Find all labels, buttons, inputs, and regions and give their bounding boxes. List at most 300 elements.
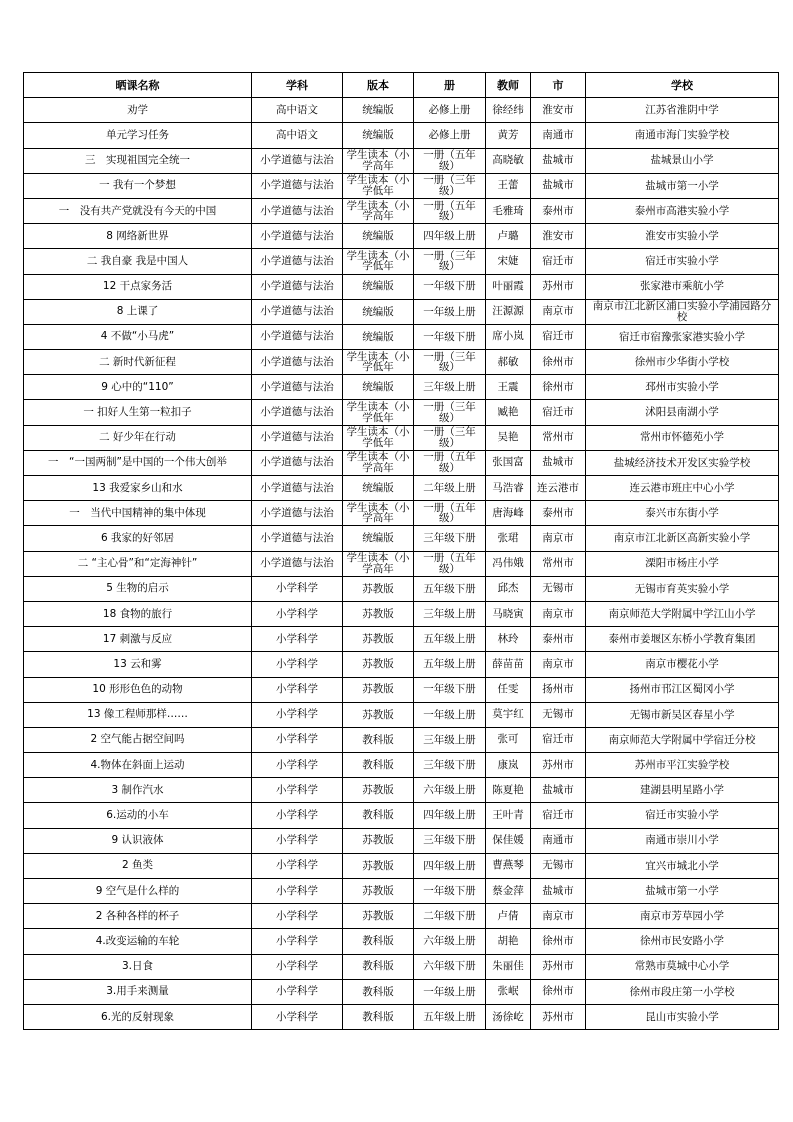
school-cell: 无锡市新吴区春星小学: [586, 702, 779, 727]
school-cell: 南京师范大学附属中学江山小学: [586, 601, 779, 626]
subject-cell: 小学道德与法治: [252, 375, 343, 400]
school-cell: 南京市江北新区浦口实验小学浦园路分校: [586, 299, 779, 324]
header-subject: 学科: [252, 73, 343, 98]
table-header-row: [24, 73, 779, 98]
course-name-cell: 一 没有共产党就没有今天的中国: [24, 198, 252, 223]
subject-cell: 小学科学: [252, 1004, 343, 1029]
edition-cell: 苏教版: [343, 828, 414, 853]
subject-cell: 小学道德与法治: [252, 224, 343, 249]
table-row: [24, 425, 779, 450]
volume-cell: 三年级下册: [414, 526, 486, 551]
volume-cell: 一年级上册: [414, 299, 486, 324]
school-cell: 连云港市班庄中心小学: [586, 476, 779, 501]
edition-cell: 统编版: [343, 299, 414, 324]
table-row: [24, 198, 779, 223]
teacher-cell: 高晓敏: [486, 148, 531, 173]
subject-cell: 小学科学: [252, 677, 343, 702]
teacher-cell: 张可: [486, 727, 531, 752]
edition-cell: 教科版: [343, 727, 414, 752]
teacher-cell: 任雯: [486, 677, 531, 702]
school-cell: 泰州市姜堰区东桥小学教育集团: [586, 627, 779, 652]
city-cell: 连云港市: [531, 476, 586, 501]
volume-cell: 一年级上册: [414, 979, 486, 1004]
subject-cell: 小学科学: [252, 979, 343, 1004]
table-row: [24, 702, 779, 727]
city-cell: 南通市: [531, 828, 586, 853]
volume-cell: 三年级上册: [414, 727, 486, 752]
school-cell: 宿迁市实验小学: [586, 803, 779, 828]
course-name-cell: 17 刺激与反应: [24, 627, 252, 652]
course-name-cell: 一 我有一个梦想: [24, 173, 252, 198]
city-cell: 盐城市: [531, 148, 586, 173]
school-cell: 泰州市高港实验小学: [586, 198, 779, 223]
table-row: [24, 123, 779, 148]
edition-cell: 统编版: [343, 98, 414, 123]
table-row: [24, 274, 779, 299]
teacher-cell: 黄芳: [486, 123, 531, 148]
course-name-cell: 二 我自豪 我是中国人: [24, 249, 252, 274]
volume-cell: 五年级上册: [414, 652, 486, 677]
subject-cell: 小学道德与法治: [252, 249, 343, 274]
table-row: [24, 249, 779, 274]
subject-cell: 小学科学: [252, 904, 343, 929]
city-cell: 扬州市: [531, 677, 586, 702]
volume-cell: 一册（五年级）: [414, 501, 486, 526]
city-cell: 淮安市: [531, 98, 586, 123]
table-row: [24, 954, 779, 979]
course-name-cell: 18 食物的旅行: [24, 601, 252, 626]
school-cell: 江苏省淮阴中学: [586, 98, 779, 123]
city-cell: 宿迁市: [531, 324, 586, 349]
table-row: [24, 677, 779, 702]
edition-cell: 教科版: [343, 979, 414, 1004]
table-row: [24, 350, 779, 375]
table-row: [24, 979, 779, 1004]
volume-cell: 四年级上册: [414, 224, 486, 249]
city-cell: 南京市: [531, 652, 586, 677]
document-page: [23, 72, 778, 1030]
edition-cell: 统编版: [343, 324, 414, 349]
school-cell: 苏州市平江实验学校: [586, 753, 779, 778]
teacher-cell: 叶丽霞: [486, 274, 531, 299]
teacher-cell: 宋婕: [486, 249, 531, 274]
edition-cell: 苏教版: [343, 702, 414, 727]
header-city: 市: [531, 73, 586, 98]
table-row: [24, 803, 779, 828]
edition-cell: 统编版: [343, 123, 414, 148]
teacher-cell: 唐海峰: [486, 501, 531, 526]
school-cell: 盐城市第一小学: [586, 879, 779, 904]
city-cell: 徐州市: [531, 375, 586, 400]
table-row: [24, 450, 779, 475]
school-cell: 盐城市第一小学: [586, 173, 779, 198]
edition-cell: 苏教版: [343, 652, 414, 677]
volume-cell: 三年级下册: [414, 753, 486, 778]
volume-cell: 一册（五年级）: [414, 148, 486, 173]
edition-cell: 学生读本（小学高年: [343, 551, 414, 576]
course-name-cell: 一 当代中国精神的集中体现: [24, 501, 252, 526]
table-row: [24, 727, 779, 752]
subject-cell: 高中语文: [252, 98, 343, 123]
teacher-cell: 冯伟娥: [486, 551, 531, 576]
city-cell: 南通市: [531, 123, 586, 148]
edition-cell: 教科版: [343, 954, 414, 979]
city-cell: 南京市: [531, 526, 586, 551]
subject-cell: 小学道德与法治: [252, 425, 343, 450]
school-cell: 昆山市实验小学: [586, 1004, 779, 1029]
city-cell: 盐城市: [531, 450, 586, 475]
city-cell: 南京市: [531, 904, 586, 929]
school-cell: 泰兴市东街小学: [586, 501, 779, 526]
volume-cell: 四年级上册: [414, 803, 486, 828]
course-name-cell: 8 上课了: [24, 299, 252, 324]
course-name-cell: 6.光的反射现象: [24, 1004, 252, 1029]
table-row: [24, 98, 779, 123]
edition-cell: 苏教版: [343, 627, 414, 652]
city-cell: 淮安市: [531, 224, 586, 249]
table-row: [24, 551, 779, 576]
teacher-cell: 张岷: [486, 979, 531, 1004]
city-cell: 苏州市: [531, 753, 586, 778]
teacher-cell: 汪源源: [486, 299, 531, 324]
course-table: [23, 72, 779, 1030]
school-cell: 徐州市段庄第一小学校: [586, 979, 779, 1004]
school-cell: 南京师范大学附属中学宿迁分校: [586, 727, 779, 752]
city-cell: 盐城市: [531, 879, 586, 904]
header-edition: 版本: [343, 73, 414, 98]
course-name-cell: 二 好少年在行动: [24, 425, 252, 450]
city-cell: 徐州市: [531, 929, 586, 954]
subject-cell: 小学科学: [252, 879, 343, 904]
school-cell: 沭阳县南湖小学: [586, 400, 779, 425]
course-name-cell: 8 网络新世界: [24, 224, 252, 249]
course-name-cell: 3.日食: [24, 954, 252, 979]
edition-cell: 学生读本（小学低年: [343, 173, 414, 198]
city-cell: 徐州市: [531, 350, 586, 375]
school-cell: 南通市崇川小学: [586, 828, 779, 853]
edition-cell: 教科版: [343, 753, 414, 778]
subject-cell: 小学道德与法治: [252, 476, 343, 501]
city-cell: 无锡市: [531, 576, 586, 601]
table-row: [24, 627, 779, 652]
edition-cell: 苏教版: [343, 778, 414, 803]
table-row: [24, 324, 779, 349]
subject-cell: 小学道德与法治: [252, 501, 343, 526]
volume-cell: 一册（三年级）: [414, 425, 486, 450]
table-row: [24, 1004, 779, 1029]
teacher-cell: 王叶青: [486, 803, 531, 828]
teacher-cell: 莫宇红: [486, 702, 531, 727]
course-name-cell: 二 “主心骨”和“定海神针”: [24, 551, 252, 576]
volume-cell: 必修上册: [414, 98, 486, 123]
course-name-cell: 6 我家的好邻居: [24, 526, 252, 551]
edition-cell: 教科版: [343, 929, 414, 954]
edition-cell: 苏教版: [343, 879, 414, 904]
edition-cell: 统编版: [343, 224, 414, 249]
school-cell: 徐州市民安路小学: [586, 929, 779, 954]
teacher-cell: 朱丽佳: [486, 954, 531, 979]
course-name-cell: 一 “一国两制”是中国的一个伟大创举: [24, 450, 252, 475]
edition-cell: 学生读本（小学低年: [343, 400, 414, 425]
course-name-cell: 13 我爱家乡山和水: [24, 476, 252, 501]
subject-cell: 小学科学: [252, 778, 343, 803]
subject-cell: 小学道德与法治: [252, 148, 343, 173]
volume-cell: 六年级上册: [414, 778, 486, 803]
subject-cell: 小学科学: [252, 828, 343, 853]
subject-cell: 小学道德与法治: [252, 526, 343, 551]
subject-cell: 小学科学: [252, 702, 343, 727]
course-name-cell: 3.用手来测量: [24, 979, 252, 1004]
course-name-cell: 13 像工程师那样……: [24, 702, 252, 727]
table-row: [24, 576, 779, 601]
course-name-cell: 4.改变运输的车轮: [24, 929, 252, 954]
header-course-name: 晒课名称: [24, 73, 252, 98]
teacher-cell: 张珺: [486, 526, 531, 551]
volume-cell: 一年级下册: [414, 274, 486, 299]
edition-cell: 统编版: [343, 274, 414, 299]
volume-cell: 五年级上册: [414, 1004, 486, 1029]
subject-cell: 小学科学: [252, 803, 343, 828]
course-name-cell: 10 形形色色的动物: [24, 677, 252, 702]
table-row: [24, 224, 779, 249]
teacher-cell: 陈夏艳: [486, 778, 531, 803]
edition-cell: 学生读本（小学高年: [343, 450, 414, 475]
volume-cell: 一册（五年级）: [414, 551, 486, 576]
course-name-cell: 3 制作汽水: [24, 778, 252, 803]
course-name-cell: 12 干点家务活: [24, 274, 252, 299]
table-row: [24, 753, 779, 778]
city-cell: 泰州市: [531, 627, 586, 652]
table-row: [24, 652, 779, 677]
city-cell: 宿迁市: [531, 249, 586, 274]
volume-cell: 必修上册: [414, 123, 486, 148]
teacher-cell: 臧艳: [486, 400, 531, 425]
course-name-cell: 13 云和雾: [24, 652, 252, 677]
table-row: [24, 929, 779, 954]
teacher-cell: 马晓寅: [486, 601, 531, 626]
volume-cell: 一年级下册: [414, 879, 486, 904]
volume-cell: 一册（三年级）: [414, 400, 486, 425]
table-row: [24, 148, 779, 173]
school-cell: 南通市海门实验学校: [586, 123, 779, 148]
table-row: [24, 904, 779, 929]
city-cell: 宿迁市: [531, 803, 586, 828]
school-cell: 扬州市邗江区蜀冈小学: [586, 677, 779, 702]
volume-cell: 一册（五年级）: [414, 450, 486, 475]
teacher-cell: 徐经纬: [486, 98, 531, 123]
edition-cell: 苏教版: [343, 677, 414, 702]
subject-cell: 小学科学: [252, 954, 343, 979]
subject-cell: 小学道德与法治: [252, 551, 343, 576]
city-cell: 宿迁市: [531, 727, 586, 752]
volume-cell: 一年级下册: [414, 677, 486, 702]
teacher-cell: 卢倩: [486, 904, 531, 929]
city-cell: 无锡市: [531, 853, 586, 878]
school-cell: 常熟市莫城中心小学: [586, 954, 779, 979]
volume-cell: 三年级上册: [414, 375, 486, 400]
table-row: [24, 853, 779, 878]
table-body: [24, 98, 779, 1030]
city-cell: 盐城市: [531, 778, 586, 803]
school-cell: 盐城景山小学: [586, 148, 779, 173]
subject-cell: 小学道德与法治: [252, 350, 343, 375]
subject-cell: 小学科学: [252, 576, 343, 601]
city-cell: 常州市: [531, 425, 586, 450]
volume-cell: 五年级上册: [414, 627, 486, 652]
teacher-cell: 蔡金萍: [486, 879, 531, 904]
school-cell: 盐城经济技术开发区实验学校: [586, 450, 779, 475]
volume-cell: 二年级上册: [414, 476, 486, 501]
teacher-cell: 席小岚: [486, 324, 531, 349]
subject-cell: 小学科学: [252, 627, 343, 652]
school-cell: 宜兴市城北小学: [586, 853, 779, 878]
table-row: [24, 526, 779, 551]
volume-cell: 三年级上册: [414, 601, 486, 626]
volume-cell: 三年级下册: [414, 828, 486, 853]
subject-cell: 小学道德与法治: [252, 173, 343, 198]
school-cell: 南京市芳草园小学: [586, 904, 779, 929]
subject-cell: 小学科学: [252, 853, 343, 878]
edition-cell: 教科版: [343, 1004, 414, 1029]
course-name-cell: 2 空气能占据空间吗: [24, 727, 252, 752]
city-cell: 常州市: [531, 551, 586, 576]
edition-cell: 统编版: [343, 476, 414, 501]
teacher-cell: 保佳媛: [486, 828, 531, 853]
edition-cell: 苏教版: [343, 853, 414, 878]
course-name-cell: 三 实现祖国完全统一: [24, 148, 252, 173]
teacher-cell: 郝敏: [486, 350, 531, 375]
city-cell: 苏州市: [531, 954, 586, 979]
school-cell: 宿迁市实验小学: [586, 249, 779, 274]
teacher-cell: 林玲: [486, 627, 531, 652]
course-name-cell: 4 不做“小马虎”: [24, 324, 252, 349]
course-name-cell: 4.物体在斜面上运动: [24, 753, 252, 778]
school-cell: 南京市樱花小学: [586, 652, 779, 677]
course-name-cell: 2 各种各样的杯子: [24, 904, 252, 929]
school-cell: 宿迁市宿豫张家港实验小学: [586, 324, 779, 349]
school-cell: 南京市江北新区高新实验小学: [586, 526, 779, 551]
edition-cell: 学生读本（小学低年: [343, 350, 414, 375]
city-cell: 泰州市: [531, 501, 586, 526]
subject-cell: 小学科学: [252, 929, 343, 954]
course-name-cell: 劝学: [24, 98, 252, 123]
edition-cell: 学生读本（小学高年: [343, 501, 414, 526]
volume-cell: 一年级上册: [414, 702, 486, 727]
table-row: [24, 828, 779, 853]
school-cell: 邳州市实验小学: [586, 375, 779, 400]
header-school: 学校: [586, 73, 779, 98]
course-name-cell: 一 扣好人生第一粒扣子: [24, 400, 252, 425]
subject-cell: 小学道德与法治: [252, 274, 343, 299]
school-cell: 徐州市少华街小学校: [586, 350, 779, 375]
city-cell: 南京市: [531, 601, 586, 626]
teacher-cell: 马浩睿: [486, 476, 531, 501]
edition-cell: 苏教版: [343, 601, 414, 626]
table-row: [24, 476, 779, 501]
edition-cell: 苏教版: [343, 576, 414, 601]
volume-cell: 六年级下册: [414, 954, 486, 979]
subject-cell: 小学道德与法治: [252, 324, 343, 349]
table-row: [24, 601, 779, 626]
teacher-cell: 王震: [486, 375, 531, 400]
volume-cell: 一年级下册: [414, 324, 486, 349]
edition-cell: 统编版: [343, 375, 414, 400]
city-cell: 苏州市: [531, 1004, 586, 1029]
header-teacher: 教师: [486, 73, 531, 98]
school-cell: 建湖县明星路小学: [586, 778, 779, 803]
subject-cell: 小学科学: [252, 753, 343, 778]
subject-cell: 小学科学: [252, 601, 343, 626]
subject-cell: 小学科学: [252, 652, 343, 677]
table-row: [24, 173, 779, 198]
volume-cell: 一册（三年级）: [414, 249, 486, 274]
table-row: [24, 501, 779, 526]
teacher-cell: 薛苗苗: [486, 652, 531, 677]
course-name-cell: 6.运动的小车: [24, 803, 252, 828]
teacher-cell: 康岚: [486, 753, 531, 778]
subject-cell: 小学科学: [252, 727, 343, 752]
teacher-cell: 毛雅琦: [486, 198, 531, 223]
teacher-cell: 卢璐: [486, 224, 531, 249]
teacher-cell: 汤徐屹: [486, 1004, 531, 1029]
edition-cell: 苏教版: [343, 904, 414, 929]
school-cell: 张家港市乘航小学: [586, 274, 779, 299]
city-cell: 苏州市: [531, 274, 586, 299]
table-row: [24, 879, 779, 904]
teacher-cell: 王蕾: [486, 173, 531, 198]
volume-cell: 一册（三年级）: [414, 173, 486, 198]
city-cell: 宿迁市: [531, 400, 586, 425]
edition-cell: 学生读本（小学低年: [343, 425, 414, 450]
school-cell: 无锡市育英实验小学: [586, 576, 779, 601]
edition-cell: 学生读本（小学低年: [343, 249, 414, 274]
subject-cell: 小学道德与法治: [252, 450, 343, 475]
subject-cell: 高中语文: [252, 123, 343, 148]
table-row: [24, 400, 779, 425]
course-name-cell: 5 生物的启示: [24, 576, 252, 601]
volume-cell: 一册（五年级）: [414, 198, 486, 223]
teacher-cell: 胡艳: [486, 929, 531, 954]
course-name-cell: 9 空气是什么样的: [24, 879, 252, 904]
course-name-cell: 2 鱼类: [24, 853, 252, 878]
teacher-cell: 邱杰: [486, 576, 531, 601]
volume-cell: 一册（三年级）: [414, 350, 486, 375]
city-cell: 徐州市: [531, 979, 586, 1004]
table-row: [24, 299, 779, 324]
city-cell: 南京市: [531, 299, 586, 324]
teacher-cell: 曹燕琴: [486, 853, 531, 878]
city-cell: 无锡市: [531, 702, 586, 727]
edition-cell: 学生读本（小学高年: [343, 198, 414, 223]
subject-cell: 小学道德与法治: [252, 400, 343, 425]
teacher-cell: 吴艳: [486, 425, 531, 450]
edition-cell: 学生读本（小学高年: [343, 148, 414, 173]
edition-cell: 统编版: [343, 526, 414, 551]
volume-cell: 六年级上册: [414, 929, 486, 954]
teacher-cell: 张国富: [486, 450, 531, 475]
course-name-cell: 二 新时代新征程: [24, 350, 252, 375]
course-name-cell: 9 心中的“110”: [24, 375, 252, 400]
school-cell: 淮安市实验小学: [586, 224, 779, 249]
subject-cell: 小学道德与法治: [252, 299, 343, 324]
volume-cell: 二年级下册: [414, 904, 486, 929]
city-cell: 盐城市: [531, 173, 586, 198]
school-cell: 溧阳市杨庄小学: [586, 551, 779, 576]
school-cell: 常州市怀德苑小学: [586, 425, 779, 450]
table-row: [24, 778, 779, 803]
edition-cell: 教科版: [343, 803, 414, 828]
city-cell: 泰州市: [531, 198, 586, 223]
